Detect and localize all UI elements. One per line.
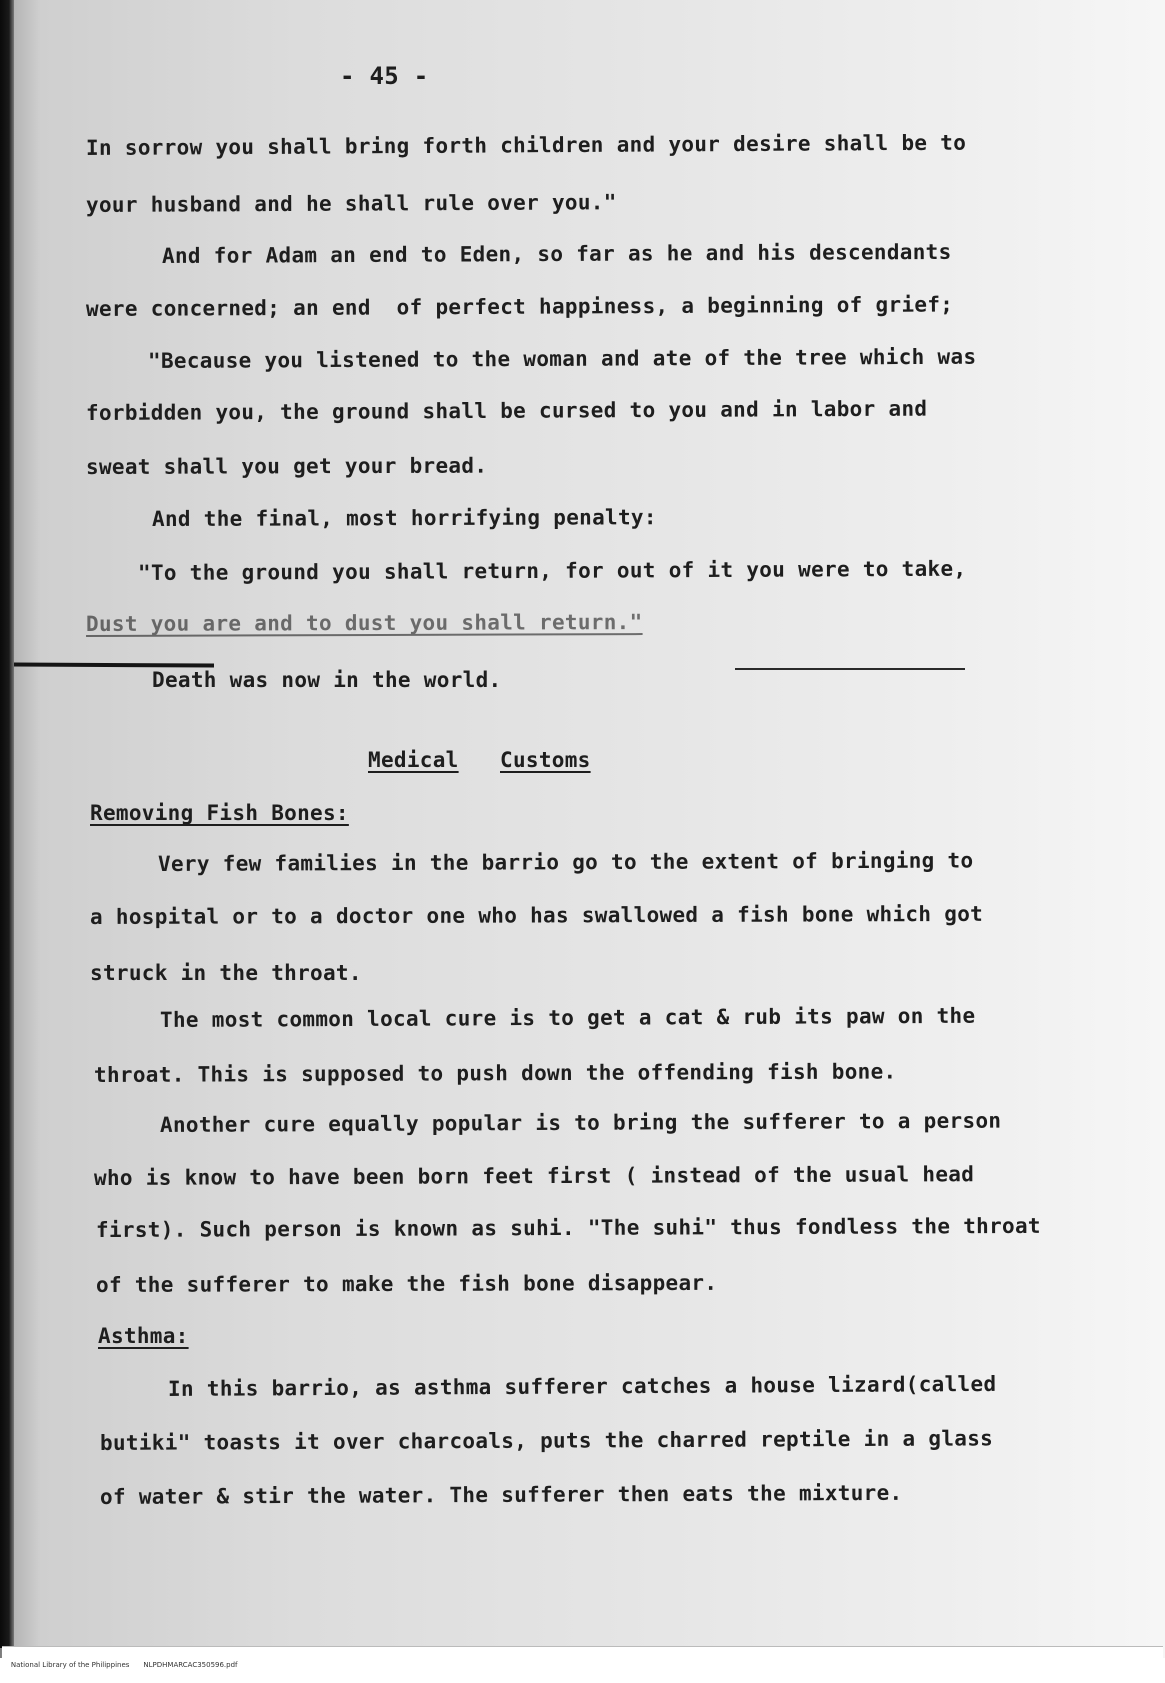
scan-artifact-bar bbox=[14, 662, 214, 667]
footer-file: NLPDHMARCAC350596.pdf bbox=[143, 1661, 238, 1669]
text-line: who is know to have been born feet first ( instead of the usual head bbox=[93, 1162, 975, 1190]
text-line: And for Adam an end to Eden, so far as he and his descendants bbox=[161, 239, 952, 268]
text-line: Death was now in the world. bbox=[152, 668, 502, 692]
footer-source: National Library of the Philippines bbox=[10, 1661, 130, 1669]
text-line: sweat shall you get your bread. bbox=[85, 453, 488, 479]
text-line: of the sufferer to make the fish bone disappear. bbox=[95, 1270, 718, 1297]
subheading-asthma: Asthma: bbox=[98, 1324, 189, 1348]
text-line: first). Such person is known as suhi. "The suhi" thus fondless the throat bbox=[95, 1213, 1041, 1242]
text-line: struck in the throat. bbox=[90, 961, 362, 985]
text-line-underlined: Dust you are and to dust you shall return." bbox=[85, 610, 643, 636]
section-heading-word: Medical bbox=[368, 748, 459, 772]
text-line: In this barrio, as asthma sufferer catches a house lizard(called bbox=[167, 1371, 997, 1401]
text-line: Another cure equally popular is to bring the sufferer to a person bbox=[159, 1108, 1002, 1137]
text-line: The most common local cure is to get a cat & rub its paw on the bbox=[159, 1003, 976, 1032]
text-line: butiki" toasts it over charcoals, puts the charred reptile in a glass bbox=[99, 1426, 994, 1455]
archive-footer bbox=[2, 1646, 1163, 1669]
text-line: And the final, most horrifying penalty: bbox=[151, 505, 657, 531]
text-line: Very few families in the barrio go to the extent of bringing to bbox=[157, 848, 974, 876]
text-line: In sorrow you shall bring forth children and your desire shall be to bbox=[85, 130, 967, 160]
text-line: "To the ground you shall return, for out of it you were to take, bbox=[137, 556, 967, 585]
scan-artifact-dash bbox=[735, 668, 965, 670]
subheading-fish-bones: Removing Fish Bones: bbox=[90, 801, 349, 825]
section-heading-word: Customs bbox=[500, 748, 591, 772]
text-line: "Because you listened to the woman and ate of the tree which was bbox=[147, 344, 977, 373]
text-line: throat. This is supposed to push down the offending fish bone. bbox=[93, 1059, 897, 1087]
text-line: a hospital or to a doctor one who has swallowed a fish bone which got bbox=[89, 901, 984, 929]
text-line: forbidden you, the ground shall be cursed to you and in labor and bbox=[85, 396, 928, 425]
page-binding-shadow bbox=[0, 0, 14, 1648]
text-line: were concerned; an end of perfect happiness, a beginning of grief; bbox=[85, 292, 954, 321]
page-number: - 45 - bbox=[340, 62, 429, 90]
text-line: your husband and he shall rule over you." bbox=[85, 190, 617, 217]
text-line: of water & stir the water. The sufferer then eats the mixture. bbox=[99, 1480, 903, 1509]
